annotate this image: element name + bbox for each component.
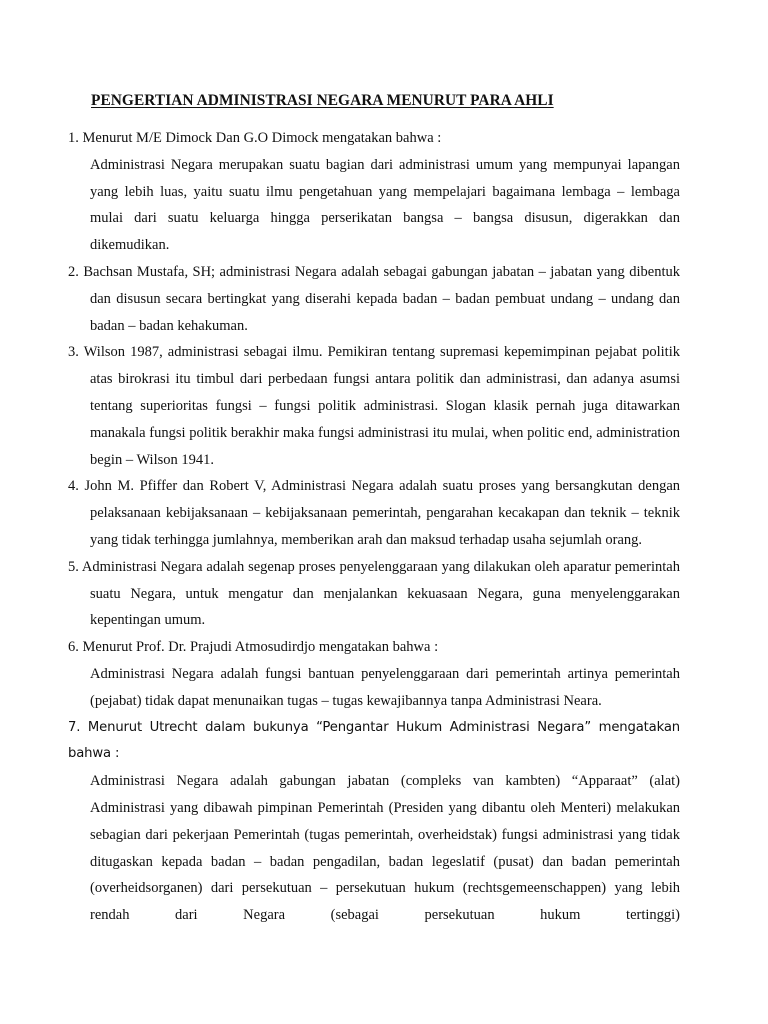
document-title: PENGERTIAN ADMINISTRASI NEGARA MENURUT PARA AHLI (91, 92, 554, 109)
document-body (68, 125, 680, 929)
list-number: 6. (68, 639, 79, 656)
list-number: 3. (68, 344, 79, 361)
list-item-text: Menurut M/E Dimock Dan G.O Dimock mengatakan bahwa : (82, 130, 442, 146)
list-item-head (68, 259, 680, 339)
list-item-head (68, 473, 680, 553)
list-number: 7. (68, 719, 81, 735)
list-item-paragraph: Administrasi Negara merupakan suatu bagian dari administrasi umum yang mempunyai lapangan yang lebih luas, yaitu suatu ilmu pengetahuan yang mempelajari bagaimana lembaga – lembaga mulai dari suatu keluarga hingga perserikatan bangsa – bangsa disusun, digerakkan dan dikemudikan. (90, 156, 680, 254)
list-item-text: Wilson 1987, administrasi sebagai ilmu. Pemikiran tentang supremasi kepemimpinan pejabat politik atas birokrasi itu timbul dari perbedaan fungsi antara politik dan administrasi, dan adanya asumsi tentang superioritas fungsi – fungsi politik administrasi. Slogan klasik pernah juga ditawarkan manakala fungsi politik berakhir maka fungsi administrasi itu mulai, when politic end, administration begin – Wilson 1941. (83, 344, 680, 468)
list-item-head (68, 715, 680, 769)
list-item-paragraph: Administrasi Negara adalah gabungan jabatan (compleks van kambten) “Apparaat” (alat) Administrasi yang dibawah pimpinan Pemerintah (Presiden yang dibantu oleh Menteri) melakukan sebagian dari pekerjaan Pemerintah (tugas pemerintah, overheidstak) fungsi administrasi yang tidak ditugaskan kepada badan – badan pengadilan, badan legeslatif (pusat) dan badan pemerintah (overheidsorganen) dari persekutuan – persekutuan hukum (rechtsgemeenschappen) yang lebih rendah dari Negara (sebagai persekutuan hukum tertinggi) (90, 773, 680, 924)
list-item-text: Menurut Utrecht dalam bukunya “Pengantar Hukum Administrasi Negara” mengatakan bahwa : (68, 719, 680, 762)
list-number: 2. (68, 263, 79, 280)
list-item-head (68, 339, 680, 473)
list-item-text: Bachsan Mustafa, SH; administrasi Negara adalah sebagai gabungan jabatan – jabatan yang dibentuk dan disusun secara bertingkat yang diserahi kepada badan – badan pembuat undang – undang dan badan – badan kehakuman. (83, 263, 681, 334)
list-number: 4. (68, 478, 79, 495)
list-item-head (68, 125, 680, 152)
list-item-head (68, 554, 680, 634)
list-item-head (68, 634, 680, 661)
list-item-3 (68, 339, 680, 473)
list-item-6 (68, 634, 680, 714)
list-number: 1. (68, 130, 79, 146)
list-item-2 (68, 259, 680, 339)
list-item-4 (68, 473, 680, 553)
list-item-text: Administrasi Negara adalah segenap proses penyelenggaraan yang dilakukan oleh aparatur pemerintah suatu Negara, untuk mengatur dan menjalankan kekuasaan Negara, guna menyelenggarakan kepentingan umum. (81, 558, 680, 629)
list-item-1 (68, 125, 680, 259)
list-item-paragraph: Administrasi Negara adalah fungsi bantuan penyelenggaraan dari pemerintah artinya pemerintah (pejabat) tidak dapat menunaikan tugas – tugas kewajibannya tanpa Administrasi Neara. (90, 665, 680, 709)
list-item-5 (68, 554, 680, 634)
list-item-text: Menurut Prof. Dr. Prajudi Atmosudirdjo mengatakan bahwa : (82, 639, 439, 656)
list-item-7 (68, 715, 680, 929)
list-number: 5. (68, 558, 79, 575)
list-item-text: John M. Pfiffer dan Robert V, Administrasi Negara adalah suatu proses yang bersangkutan dengan pelaksanaan kebijaksanaan – kebijaksanaan pemerintah, pengarahan kecakapan dan teknik – teknik yang tidak terhingga jumlahnya, memberikan arah dan maksud terhadap usaha sejumlah orang. (84, 478, 681, 548)
